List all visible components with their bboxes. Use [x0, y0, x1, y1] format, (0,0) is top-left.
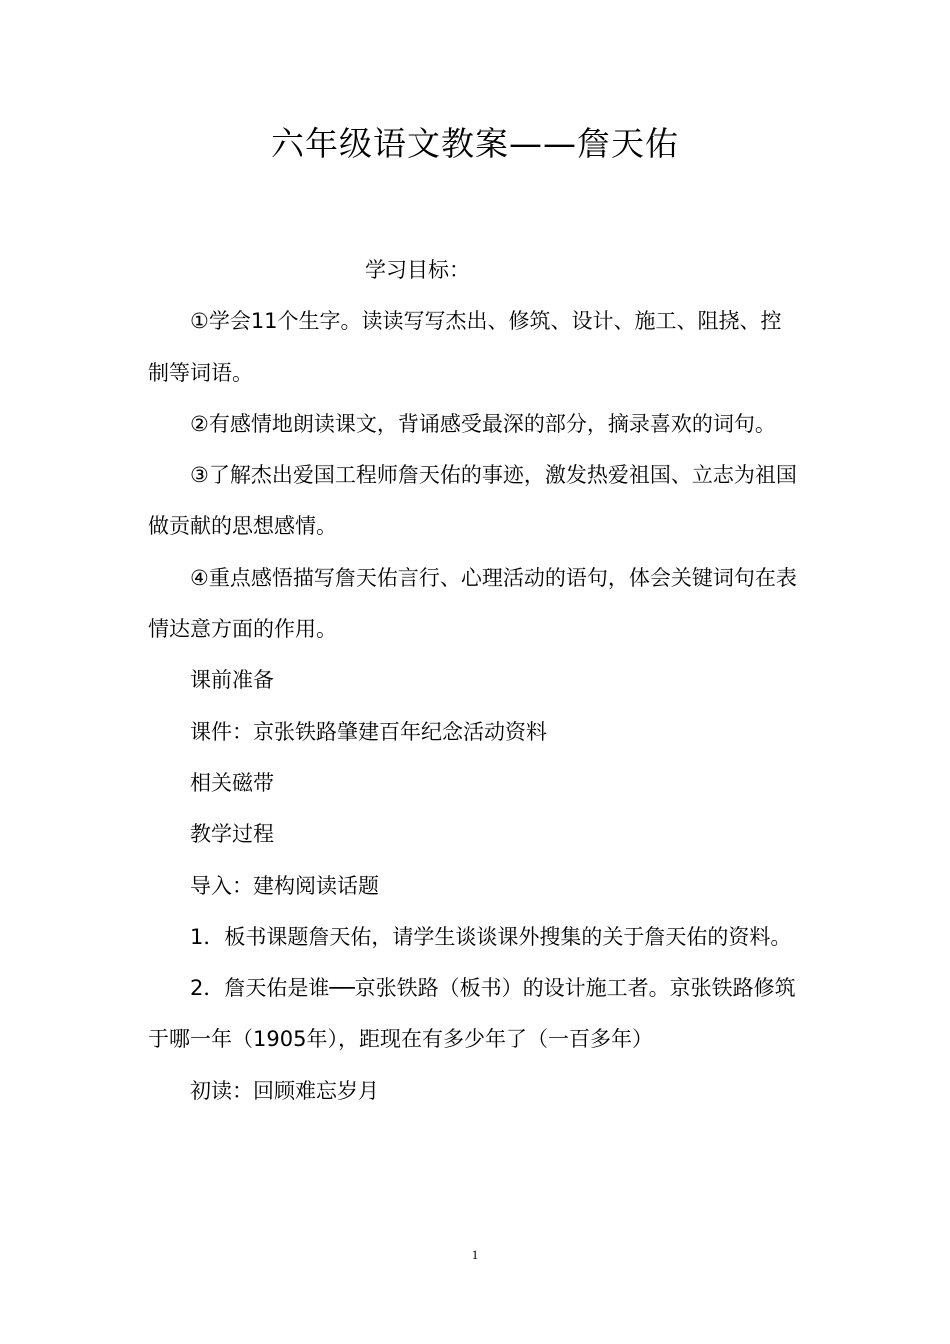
- goal-paragraph-2: ②有感情地朗读课文，背诵感受最深的部分，摘录喜欢的词句。: [190, 411, 776, 436]
- process-intro: 导入：建构阅读话题: [190, 873, 379, 898]
- process-first-reading: 初读：回顾难忘岁月: [190, 1078, 379, 1103]
- section-heading-learning-goals: 学习目标：: [365, 258, 470, 282]
- process-step-2: 2．詹天佑是谁──京张铁路（板书）的设计施工者。京张铁路修筑于哪一年（1905年），距现在有多少年了（一百多年）: [148, 976, 796, 1052]
- section-heading-preparation: 课前准备: [190, 668, 274, 693]
- goal-paragraph-4: ④重点感悟描写詹天佑言行、心理活动的语句，体会关键词句在表情达意方面的作用。: [148, 565, 797, 642]
- goal-paragraph-3: ③了解杰出爱国工程师詹天佑的事迹，激发热爱祖国、立志为祖国做贡献的思想感情。: [148, 463, 797, 539]
- goal-paragraph-1: ①学会11个生字。读读写写杰出、修筑、设计、施工、阻挠、控制等词语。: [148, 309, 782, 385]
- document-body: [148, 245, 798, 1117]
- process-step-1: 1．板书课题詹天佑，请学生谈谈课外搜集的关于詹天佑的资料。: [190, 924, 792, 949]
- preparation-tape: 相关磁带: [190, 770, 274, 795]
- section-heading-process: 教学过程: [190, 822, 274, 847]
- page-number: 1: [471, 1247, 479, 1262]
- document-title: 六年级语文教案——詹天佑: [271, 124, 679, 163]
- preparation-courseware: 课件：京张铁路肇建百年纪念活动资料: [190, 719, 547, 744]
